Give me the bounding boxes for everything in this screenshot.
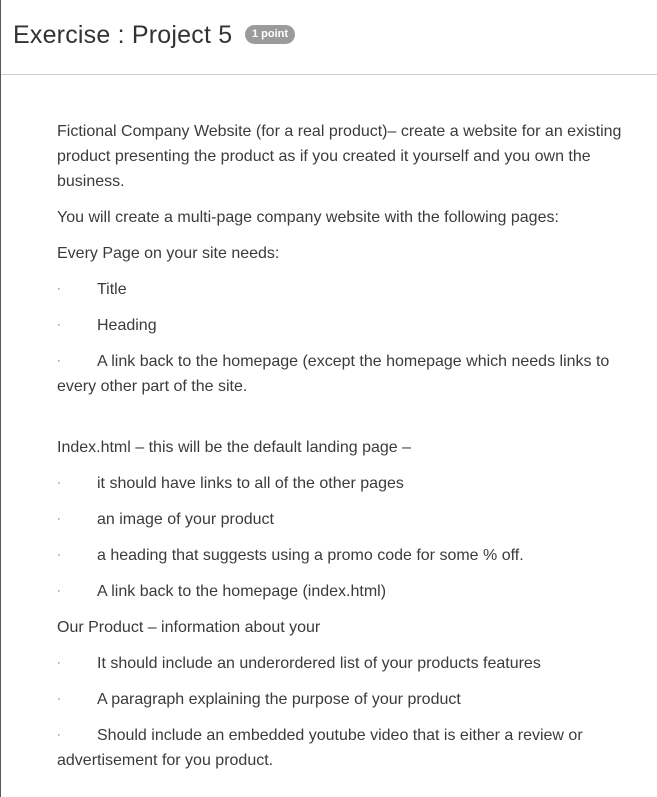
bullet-icon: · <box>57 319 61 331</box>
list-item-home-link <box>57 349 647 399</box>
every-page-heading: Every Page on your site needs: <box>57 245 280 262</box>
list-item <box>57 579 647 604</box>
list-item <box>57 507 647 532</box>
bullet-icon: · <box>57 585 61 597</box>
list-item-text: a heading that suggests using a promo code for some % off. <box>97 547 524 564</box>
list-item-title <box>57 277 647 302</box>
bullet-icon: · <box>57 729 61 741</box>
list-item-text: Heading <box>97 317 157 334</box>
list-item-text: A link back to the homepage (except the homepage which needs links to every other part of the site. <box>57 353 610 395</box>
bullet-icon: · <box>57 657 61 669</box>
exercise-header <box>1 0 657 75</box>
bullet-icon: · <box>57 355 61 367</box>
list-item-text: Should include an embedded youtube video that is either a review or advertisement for you product. <box>57 727 583 769</box>
list-item-text: A paragraph explaining the purpose of your product <box>97 691 461 708</box>
intro-paragraph: Fictional Company Website (for a real product)– create a website for an existing product presenting the product as if you created it yourself and you own the business. <box>57 123 622 190</box>
bullet-icon: · <box>57 549 61 561</box>
list-item-text: it should have links to all of the other pages <box>97 475 404 492</box>
list-item <box>57 543 647 568</box>
list-item-text: Title <box>97 281 127 298</box>
product-heading: Our Product – information about your <box>57 619 321 636</box>
exercise-description <box>57 119 647 784</box>
list-item-text: A link back to the homepage (index.html) <box>97 583 387 600</box>
list-item-text: an image of your product <box>97 511 274 528</box>
bullet-icon: · <box>57 477 61 489</box>
bullet-icon: · <box>57 513 61 525</box>
list-item <box>57 651 647 676</box>
bullet-icon: · <box>57 283 61 295</box>
multi-page-paragraph: You will create a multi-page company website with the following pages: <box>57 209 559 226</box>
page-title: Exercise : Project 5 <box>13 21 233 49</box>
bullet-icon: · <box>57 693 61 705</box>
list-item-text: It should include an underordered list of your products features <box>97 655 541 672</box>
index-heading: Index.html – this will be the default landing page – <box>57 439 412 456</box>
list-item <box>57 687 647 712</box>
list-item <box>57 723 647 773</box>
points-badge: 1 point <box>245 25 295 44</box>
list-item <box>57 471 647 496</box>
list-item-heading <box>57 313 647 338</box>
